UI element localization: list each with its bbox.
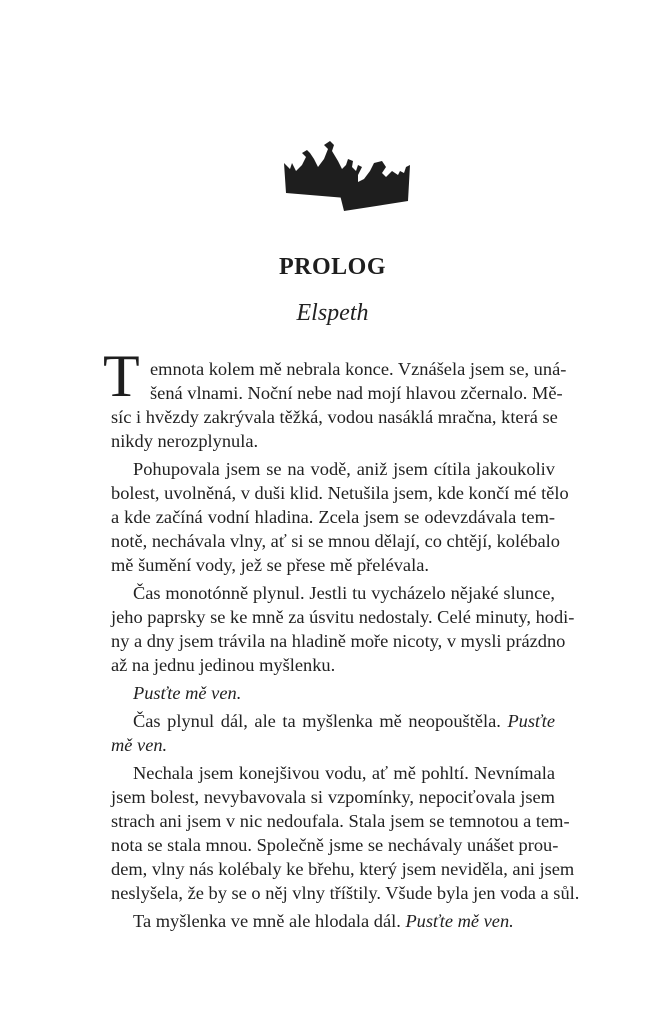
text-line: až na jednu jedinou myšlenku.	[111, 655, 336, 675]
text-line: notě, nechávala vlny, ať si se mnou dělají, co chtějí, kolébalo	[111, 531, 560, 551]
text-line-italic	[133, 681, 555, 705]
line-text: Ta myšlenka ve mně ale hlodala dál.	[133, 911, 401, 931]
chapter-narrator: Elspeth	[296, 300, 369, 326]
line-text: Čas plynul dál, ale ta myšlenka mě neopouštěla.	[133, 711, 501, 731]
text-line-italic	[111, 733, 555, 757]
drop-cap: T	[103, 343, 140, 409]
italic-text: Pusťte mě ven.	[133, 683, 242, 703]
text-line	[133, 709, 555, 733]
text-line: bolest, uvolněná, v duši klid. Netušila jsem, kde končí mé tělo	[111, 483, 569, 503]
text-line: strach ani jsem v nic nedoufala. Stala jsem se temnotou a tem-	[111, 811, 570, 831]
chapter-title: PROLOG	[278, 254, 386, 280]
text-line: Čas monotónně plynul. Jestli tu vycházelo nějaké slunce,	[133, 583, 555, 603]
text-line: jeho paprsky se ke mně za úsvitu nedostaly. Celé minuty, hodi-	[111, 607, 575, 627]
text-line: Nechala jsem konejšivou vodu, ať mě pohltí. Nevnímala	[133, 763, 555, 783]
italic-text: Pusťte	[507, 711, 555, 731]
text-line: Pohupovala jsem se na vodě, aniž jsem cítila jakoukoliv	[133, 459, 555, 479]
text-line: ny a dny jsem trávila na hladině moře nicoty, v mysli prázdno	[111, 631, 566, 651]
text-line: nikdy nerozplynula.	[111, 431, 259, 451]
text-line: emnota kolem mě nebrala konce. Vznášela jsem se, uná-	[150, 359, 567, 379]
text-line: šená vlnami. Noční nebe nad mojí hlavou zčernalo. Mě-	[150, 383, 563, 403]
text-line: mě šumění vody, jež se přese mě přelévala.	[111, 555, 429, 575]
text-line: neslyšela, že by se o něj vlny tříštily. Všude byla jen voda a sůl.	[111, 883, 580, 903]
italic-text: Pusťte mě ven.	[405, 911, 514, 931]
text-line: dem, vlny nás kolébaly ke břehu, který jsem neviděla, ani jsem	[111, 859, 575, 879]
text-line: síc i hvězdy zakrývala těžká, vodou nasáklá mračna, která se	[111, 407, 558, 427]
text-line	[133, 909, 555, 933]
text-line: nota se stala mnou. Společně jsme se nechávaly unášet prou-	[111, 835, 559, 855]
italic-text: mě ven.	[111, 735, 168, 755]
text-line: jsem bolest, nevybavovala si vzpomínky, nepociťovala jsem	[111, 787, 555, 807]
two-crowns-icon	[282, 141, 412, 213]
text-line: a kde začíná vodní hladina. Zcela jsem se odevzdávala tem-	[111, 507, 555, 527]
